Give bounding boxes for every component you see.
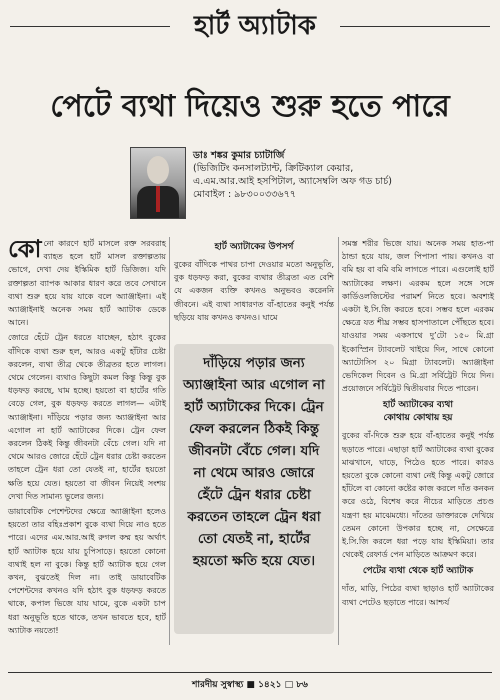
author-name: ডাঃ শঙ্কর কুমার চ্যাটার্জি	[193, 150, 285, 161]
right-paragraph-2: বুকের বাঁ-দিকে শুরু হয়ে বাঁ-হাতের কনুই পর্যন্ত ছড়াতে পারে। এছাড়া হার্ট অ্যাটাকের ব্যথা বুকের মাঝখানে, ঘাড়ে, পিঠেও হতে পারে। কারও হয়তো বুকে কোনো ব্যথা নেই কিন্তু একটু জোরে হাঁটলে বা কোনো কষ্টের কাজ করলে দাঁত কনকন করে ওঠে, বিশেষ করে নীচের মাড়িতে প্রচণ্ড যন্ত্রণা হয় মাঝেমধ্যে। দাঁতের ডাক্তারকে দেখিয়ে তেমন কোনো উপকার হচ্ছে না, সেক্ষেত্রে ই.সি.জি করলে ধরা পড়ে যায় ইস্কিমিয়া। তার থেকেই রেফার্ড পেন মাড়িতে আক্রমণ করে।	[342, 431, 494, 560]
left-paragraph-1	[8, 237, 166, 329]
author-info	[193, 149, 463, 201]
right-column	[342, 237, 494, 611]
middle-column	[174, 237, 334, 326]
photo-tie	[156, 186, 160, 212]
pull-quote-text: দাঁড়িয়ে পড়ার জন্য অ্যাঞ্জাইনা আর এগোল না হার্ট অ্যাটাকের দিকে। ট্রেন ফেল করলেন ঠিকই কিন্তু জীবনটা বেঁচে গেল। যদি না থেমে আরও জোরে হেঁটে ট্রেন ধরার চেষ্টা করতেন তাহলে ট্রেন ধরা তো যেতই না, হার্টের হয়তো ক্ষতি হয়ে যেত।	[183, 355, 325, 569]
stomach-pain-heading: পেটের ব্যথা থেকে হার্ট অ্যাটাক	[362, 566, 474, 577]
symptoms-heading: হার্ট অ্যাটাকের উপসর্গ	[214, 242, 294, 252]
author-designation-2: এ.এম.আর.আই হসপিটাল, অ্যাসেম্বলি অফ গড চার্চ)	[193, 176, 393, 187]
author-designation-1: (ভিজিটিং কনসালট্যান্ট, ক্রিটিক্যাল কেয়ার,	[193, 163, 354, 174]
photo-face	[147, 156, 169, 184]
article-title: হার্ট অ্যাটাক	[194, 11, 316, 41]
page-footer: শারদীয় সুস্বাস্থ্য ■ ১৪২১ □ ৮৬	[192, 680, 308, 690]
column-divider-1	[169, 237, 170, 645]
dropcap: কো	[8, 235, 42, 263]
right-paragraph-1: সমস্ত শরীর ভিজে যায়। অনেক সময় হাত-পা ঠান্ডা হয়ে যায়, জল পিপাসা পায়। কখনও বা বমি হয় বা বমি বমি লাগতে পারে। এগুলোই হার্ট অ্যাটাকের লক্ষণ। এরকম হলে সঙ্গে সঙ্গে কার্ডিওলজিস্টের পরামর্শ নিতে হবে। অবশ্যই একটা ই.সি.জি করতে হবে। সম্ভব হলে এরকম ক্ষেত্রে যত শীঘ্র সম্ভব হাসপাতালে পৌঁছতে হবে। যাওয়ার সময় একসাথে দু’টো ১৫০ মি.গ্রা ইকোস্প্রিন ট্যাবলেট খাইয়ে দিন, সাথে কোনো অ্যাটোসিস ২০ মিগ্রা ট্যাবলেট। অ্যাঞ্জাইনা ভেদিকেল দিবেন ও মি.গ্রা সর্বিট্রেট দিয়ে দিন। প্রয়োজনে সর্বিট্রেট দ্বিতীয়বার দিতে পারেন।	[342, 239, 494, 394]
title-rule-left	[10, 26, 170, 27]
left-paragraph-3: ডায়াবেটিক পেশেন্টদের ক্ষেত্রে অ্যাঞ্জাইনা হলেও হয়তো তার বহিঃপ্রকাশ বুকে ব্যথা দিয়ে নাও হতে পারে। এদের এম.আর.আই রুগল কম্ম হয় অর্থাৎ হার্ট অ্যাটাক হয়ে যায় চুপিসাড়ে। হয়তো কোনো ব্যথাই হল না বুকে। কিন্তু হার্ট অ্যাটাক হয়ে গেল কখন, বুঝতেই দিল না। তাই ডায়াবেটিক পেশেন্টদের কখনও যদি হঠাৎ বুক ধড়ফড় করতে থাকে, কপাল ভিজে যায় ঘামে, বুকে একটা চাপ ধরা অনুভূতি হতে থাকে, তখন ভাবতে হবে, হার্ট অ্যাটাক নয়তো!	[8, 507, 166, 635]
left-paragraph-1-text: নো কারণে হার্ট মাসলে রক্ত সরবরাহ ব্যাহত হলে হার্ট মাসল রক্তাল্পতায় ভোগে, দেখা দেয় ইস্কিমিক হার্ট ডিজিজ। যদি রক্তাল্পতা ব্যাপক আকার ধারণ করে তবে সেখানে ব্যথা শুরু হয়ে যায় যাকে বলে অ্যাঞ্জাইনা। এই অ্যাঞ্জাইনাই অনেক সময় হার্ট অ্যাটাক ডেকে আনে।	[8, 239, 166, 328]
pain-location-heading-line-1: হার্ট অ্যাটাকের ব্যথা	[383, 400, 453, 411]
pain-location-heading-line-2: কোথায় কোথায় হয়	[383, 413, 453, 424]
column-divider-2	[338, 237, 339, 645]
article-subtitle: পেটে ব্যথা দিয়েও শুরু হতে পারে	[50, 89, 450, 124]
mid-paragraph-1: বুকের বাঁদিকে পাথর চাপা দেওয়ার মতো অনুভূতি, বুক ধড়ফড় করা, বুকের ব্যথার তীব্রতা এত বেশি যে একজন ব্যক্তি কখনও অনুভবও করেননি জীবনে। এই ব্যথা সাধারণত বাঁ-হাতের কনুই পর্যন্ত ছড়িয়ে যায় কখনও কখনও। ঘামে	[174, 260, 334, 322]
title-rule-right	[340, 26, 490, 27]
pain-location-heading	[342, 399, 494, 425]
right-paragraph-3: দাঁত, মাড়ি, পিঠের ব্যথা ছাড়াও হার্ট অ্যাটাকের ব্যথা পেটেও ছড়াতে পারে। আশ্চর্য	[342, 584, 494, 607]
footer-rule	[8, 672, 492, 673]
left-column	[8, 237, 166, 639]
left-paragraph-2: জোরে হেঁটে ট্রেন ধরতে যাচ্ছেন, হঠাৎ বুকের বাঁদিকে ব্যথা শুরু হল, আরও একটু হাঁটার চেষ্টা করলেন, ব্যথা তীব্র থেকে তীব্রতর হতে লাগল। থেমে গেলেন। ব্যথাও কিছুটা কমল কিন্তু কিন্তু বুক ধড়ফড় করছে, ঘাম হচ্ছে। হয়তো বা হার্টের গতি বেড়ে গেল, বুক ধড়ফড় করতে লাগল— এটাই অ্যাঞ্জাইনা। দাঁড়িয়ে পড়ার জন্য অ্যাঞ্জাইনা আর এগোল না হার্ট অ্যাটাকের দিকে। ট্রেন ফেল করলেন ঠিকই কিন্তু জীবনটা বেঁচে গেল। যদি না থেমে আরও জোরে হেঁটে ট্রেন ধরার চেষ্টা করতেন তাহলে ট্রেন ধরা তো যেতই না, হার্টের হয়তো ক্ষতি হয়ে যেত। হয়তো বা জীবন নিয়েই সংশয় দেখা দিত সামান্য ভুলের জন্য।	[8, 333, 166, 501]
author-phone: মোবাইল : ৯৮৩০০৩৩৬৭৭	[193, 189, 296, 200]
author-photo	[130, 147, 186, 219]
